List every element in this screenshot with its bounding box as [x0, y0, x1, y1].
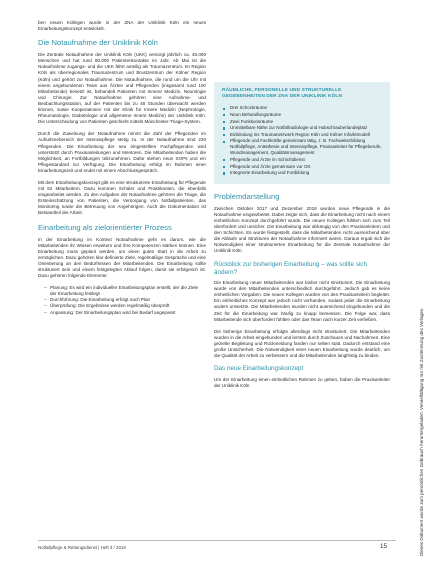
info-box-item: Einbindung ins Traumanetzwerk Region Köln und Kölner Infarktmodell — [222, 132, 383, 138]
notaufnahme-paragraph-2: Durch die Zuweisung der Notaufnahme nimmt die Zahl der Pflegenden im Aufnahmebereich der Intensivpflege stetig zu. In der Notaufnahme sind 230 Pflegenden. Die Einarbeitung der neu eingestellten Fachpflegenden wird unterstützt durch Praxisanleitungen und Mentoren. Die Mitarbeitenden haben die Möglichkeit, an Fortbildungen teilzunehmen. Dafür stehen neun SOPs und ein Pflegestandard zur Verfügung. Die Einarbeitung erfolgt im Rahmen einer Einarbeitungszeit und endet mit einem Abschlussgespräch. — [38, 131, 206, 173]
problem-paragraph: Zwischen Oktober 2017 und Dezember 2018 wurden neue Pflegende in die Notaufnahme eingearbeitet. Dabei zeigte sich, dass die Einarbeitung nicht nach einem einheitlichen Konzept durchgeführt wurde. Die neuen Kollegen fühlten sich zum Teil überfordert und unsicher. Die Einarbeitung war abhängig von den Praxisanleitern und den Schichten. Es wurde festgestellt, dass die Mitarbeitenden nicht ausreichend über die Abläufe und Strukturen der Notaufnahme informiert waren. Daraus ergab sich die Notwendigkeit einer strukturierten Einarbeitung für die Zentrale Notaufnahme der Uniklinik Köln. — [214, 205, 390, 254]
footer-journal-info: Notfallpflege & Rettungsdienst | Heft 3 / 2019 — [38, 545, 126, 550]
konzept-paragraph: Um der Einarbeitung einen einheitlichen Rahmen zu geben, haben die Praxisanleiter der Uniklinik Köln — [214, 376, 390, 388]
left-column — [38, 20, 206, 320]
einarbeitung-list — [44, 285, 206, 315]
copyright-side-note: Dieses Dokument wurde zum persönlichen Gebrauch heruntergeladen. Vervielfältigung nur mit Zustimmung des Verlages. — [419, 307, 424, 556]
info-box-item: Zwei Funktionsräume — [222, 119, 383, 125]
section-heading-notaufnahme: Die Notaufnahme der Uniklinik Köln — [38, 38, 158, 48]
section-heading-problemdarstellung: Problemdarstellung — [214, 191, 280, 201]
info-box-item: Drei Schockräume — [222, 105, 383, 111]
einarbeitung-paragraph-1: In der Einarbeitung im Kontext Notaufnahme geht es darum, wie die Mitarbeitenden ihr Wissen erweitern und ihre Kompetenzen stärken können. Eine Einarbeitung muss geplant werden, um einen guten Start in die Arbeit zu ermöglichen. Dazu gehören klar definierte Ziele, regelmäßige Gespräche und eine Orientierung an den Bedürfnissen der Mitarbeitenden. Die Einarbeitung sollte strukturiert sein und einem festgelegten Ablauf folgen, damit sie erfolgreich ist. Dazu gehören folgende Elemente: — [38, 236, 206, 279]
info-box-item: Neun Behandlungsräume — [222, 112, 383, 118]
rueckblick-paragraph-2: Die bisherige Einarbeitung erfolgte allerdings nicht strukturiert. Die Mitarbeitenden wurden in die Arbeit eingebunden und lernten durch Zuschauen und Nachahmen. Eine gezielte Begleitung und Rückmeldung fanden nur selten statt. Dadurch entstand eine große Unsicherheit. Die Notwendigkeit einer neuen Einarbeitung wurde deutlich, um die Qualität der Arbeit zu verbessern und die Mitarbeitenden langfristig zu binden. — [214, 328, 390, 359]
notaufnahme-paragraph-1: Die Zentrale Notaufnahme der Uniklinik Köln (UKK) versorgt jährlich ca. 45.000 Menschen und hat rund 80.000 Patientenkontakte im Jahr. Ab Mai ist die Notaufnahme zugangs- und die UKK fährt anteilig als Traumazentrum. Im Region Köln als überregionales Traumazentrum und Brustzentrum der Kölner Region (Köln) und gehört zur Notaufnahme. Die Notaufnahme, die rund um die Uhr mit einem angebundenen Team aus Ärzten und Pflegenden (insgesamt rund 100 Mitarbeitende) besetzt ist, behandelt Patienten mit Innerer Medizin, Neurologie und Chirurgie. Zur Notaufnahme gehören eine Aufnahme- und Beobachtungsstation, auf der Patienten bis zu 48 Stunden überwacht werden können, sowie Kooperationen mit der Klinik für Innere Medizin (Nephrologie, Rheumatologie, Diabetologie und allgemeine Innere Medizin) der Uniklinik Köln. Die Unterscheidung von Patienten geschieht mittels Manchester-Triage-System. — [38, 52, 206, 125]
list-item: – Durchführung: Die Einarbeitung erfolgt nach Plan — [44, 297, 206, 303]
footer-divider — [38, 540, 396, 541]
info-box-item: Integrierte Einarbeitung und Fortbildung — [222, 170, 383, 176]
rueckblick-paragraph-1: Die Einarbeitung neuer Mitarbeitenden war bisher nicht strukturiert. Die Einarbeitung wurde von den Mitarbeitenden unterschiedlich durchgeführt. Jedoch gab es keine einheitlichen Vorgaben. Die neuen Kollegen wurden von den Praxisanleitern begleitet. Ein einheitliches Konzept war jedoch nicht vorhanden, sodass jeder die Einarbeitung anders umsetzte. Die Mitarbeitenden wurden nicht ausreichend eingebunden und die Zeit für die Einarbeitung war häufig zu knapp bemessen. Die Folge war, dass Mitarbeitende sich überfordert fühlten oder das Team nach kurzer Zeit verließen. — [214, 280, 390, 322]
list-item: – Überprüfung: Die Ergebnisse werden regelmäßig überprüft — [44, 303, 206, 309]
page-number: 15 — [380, 543, 387, 550]
info-box — [214, 82, 390, 184]
list-item: – Planung: Es wird ein individueller Einarbeitungsplan erstellt, der die Ziele der Einarbeitung festlegt — [44, 285, 206, 297]
list-item: – Anpassung: Der Einarbeitungsplan wird bei Bedarf angepasst — [44, 310, 206, 316]
info-box-list — [222, 105, 383, 176]
info-box-item: Pflegende und Ärzte im Schichtdienst — [222, 157, 383, 163]
section-heading-konzept: Das neue Einarbeitungskonzept — [214, 365, 304, 373]
info-box-item: Pflegende und Ärzte gemeinsam vor Ort — [222, 164, 383, 170]
section-heading-rueckblick: Rückblick zur bisherigen Einarbeitung – was sollte sich ändern? — [214, 260, 367, 276]
notaufnahme-paragraph-3: Mit dem Einarbeitungskonzept gibt es eine strukturierte Einarbeitung für Pflegende mit 62 Mitarbeitern. Dazu kommen Schüler und Praktikanten, die ebenfalls eingearbeitet werden. Zu den Aufgaben der Notaufnahme gehören die Triage, die Ersteinschätzung von Patienten, die Versorgung von Notfallpatienten, das Monitoring sowie die Betreuung von Angehörigen. Auch die Dokumentation ist Bestandteil der Arbeit. — [38, 179, 206, 216]
info-box-title: RÄUMLICHE, PERSONELLE UND STRUKTURELLE GEGEBENHEITEN DER ZNA DER UNIKLINIK KÖLN — [222, 88, 343, 100]
section-heading-einarbeitung: Einarbeitung als zielorientierter Prozess — [38, 222, 172, 232]
info-box-item: Pflegende und Fachkräfte gemeinsam tätig, z. B. Fachweiterbildung Notfallpflege, Anästhesie und Intensivpflege, Praxisanleiter für Pflegeberufe, Wundmanagement, Qualitätsmanagement — [222, 138, 383, 156]
intro-paragraph: ben neuen Kollegen wurde in der ZNA der Uniklinik Köln ein neues Einarbeitungskonzept entwickelt. — [38, 20, 206, 32]
info-box-item: Unmittelbare Nähe zur Notfallradiologie und Hubschrauberlandeplatz — [222, 125, 383, 131]
right-column — [214, 82, 390, 395]
